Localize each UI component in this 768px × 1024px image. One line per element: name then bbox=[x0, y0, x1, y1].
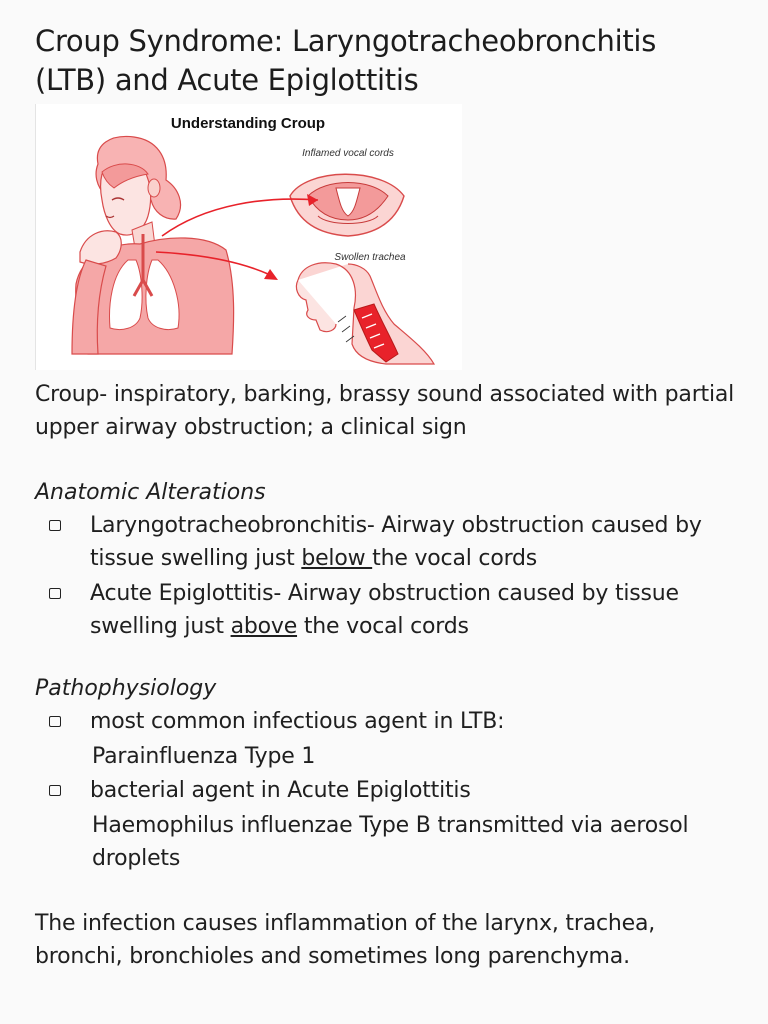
list-item-text: bacterial agent in Acute Epiglottitis bbox=[90, 778, 471, 803]
pathophysiology-list-continued bbox=[0, 774, 768, 807]
closing-paragraph: The infection causes inflammation of the larynx, trachea, bronchi, bronchioles and sometimes long parenchyma. bbox=[35, 911, 656, 969]
anatomic-alterations-heading: Anatomic Alterations bbox=[35, 480, 266, 505]
list-item-text: Acute Epiglottitis- Airway obstruction caused by tissue swelling just bbox=[90, 581, 679, 639]
label-inflamed-vocal-cords: Inflamed vocal cords bbox=[302, 148, 394, 159]
list-item bbox=[0, 705, 730, 738]
checkbox-icon bbox=[49, 785, 61, 796]
list-item-detail: Parainfluenza Type 1 bbox=[92, 744, 316, 769]
list-item-text-end: the vocal cords bbox=[297, 614, 469, 639]
underlined-text: above bbox=[230, 614, 298, 639]
list-item bbox=[0, 509, 730, 575]
list-item-detail: Haemophilus influenzae Type B transmitted via aerosol droplets bbox=[92, 813, 689, 871]
list-item-text: Laryngotracheobronchitis- Airway obstruction caused by tissue swelling just bbox=[90, 513, 702, 571]
intro-paragraph: Croup- inspiratory, barking, brassy sound associated with partial upper airway obstruction; a clinical sign bbox=[35, 382, 735, 440]
underlined-text: below bbox=[301, 546, 373, 571]
figure-title: Understanding Croup bbox=[170, 115, 326, 132]
checkbox-icon bbox=[49, 520, 61, 531]
list-item-text-end: the vocal cords bbox=[372, 546, 538, 571]
list-item-text: most common infectious agent in LTB: bbox=[90, 709, 505, 734]
checkbox-icon bbox=[49, 716, 61, 727]
page-title: Croup Syndrome: Laryngotracheobronchitis (LTB) and Acute Epiglottitis bbox=[35, 24, 657, 97]
pathophysiology-heading: Pathophysiology bbox=[35, 676, 217, 701]
pathophysiology-list bbox=[0, 705, 768, 738]
croup-illustration-svg bbox=[36, 104, 462, 370]
anatomic-alterations-list bbox=[0, 509, 768, 643]
croup-illustration bbox=[35, 104, 462, 370]
list-item bbox=[0, 577, 730, 643]
label-swollen-trachea: Swollen trachea bbox=[334, 252, 406, 263]
list-item bbox=[0, 774, 730, 807]
checkbox-icon bbox=[49, 588, 61, 599]
